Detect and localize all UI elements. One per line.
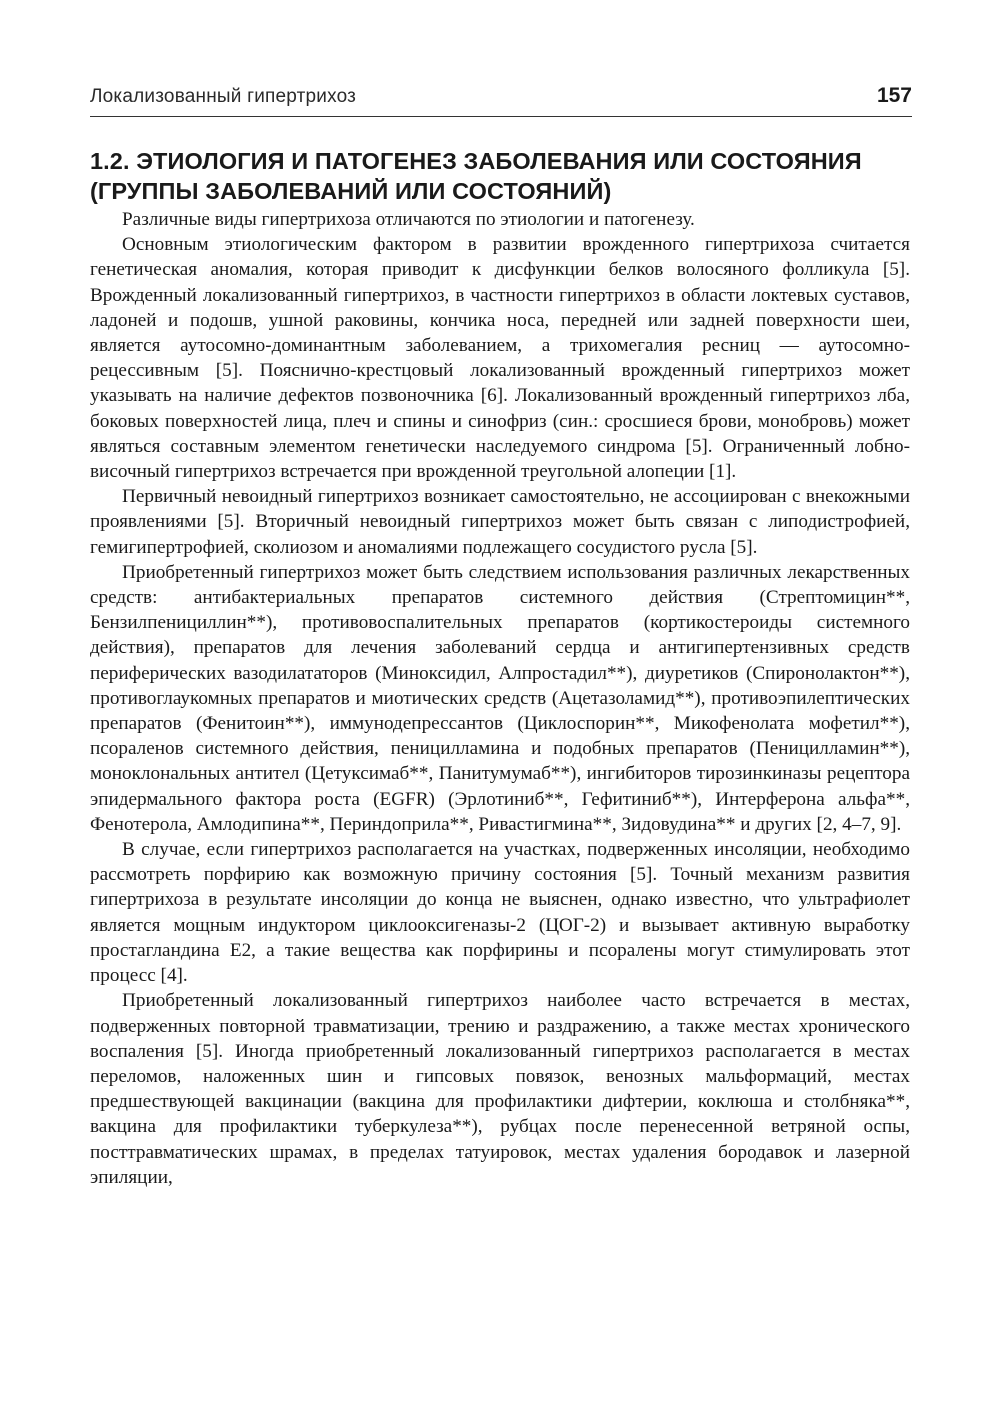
paragraph: Приобретенный локализованный гипертрихоз наиболее часто встречается в местах, подверженных повторной травматизации, трению и раздражению, а также местах хронического воспаления [5]. Иногда приобретенный локализованный гипертрихоз располагается в местах переломов, наложенных шин и гипсовых повязок, венозных мальформаций, местах предшествующей вакцинации (вакцина для профилактики дифтерии, коклюша и столбняка**, вакцина для профилактики туберкулеза**), рубцах после перенесенной ветряной оспы, посттравматических шрамах, в пределах татуировок, местах удаления бородавок и лазерной эпиляции, [90,990,910,1188]
page-number: 157 [876,84,912,107]
body-text [90,207,910,1190]
paragraph: Основным этиологическим фактором в развитии врожденного гипертрихоза считается генетическая аномалия, которая приводит к дисфункции белков волосяного фолликула [5]. Врожденный локализованный гипертрихоз, в частности гипертрихоз в области локтевых суставов, ладоней и подошв, ушной раковины, кончика носа, передней или задней поверхности шеи, является аутосомно-доминантным заболеванием, а трихомегалия ресниц — аутосомно-рецессивным [5]. Пояснично-крестцовый локализованный врожденный гипертрихоз может указывать на наличие дефектов позвоночника [6]. Локализованный врожденный гипертрихоз лба, боковых поверхностей лица, плеч и спины и синофриз (син.: сросшиеся брови, монобровь) может являться составным элементом генетически наследуемого синдрома [5]. Ограниченный лобно-височный гипертрихоз встречается при врожденной треугольной алопеции [1]. [90,234,910,483]
paragraph: Первичный невоидный гипертрихоз возникает самостоятельно, не ассоциирован с внекожными проявлениями [5]. Вторичный невоидный гипертрихоз может быть связан с липодистрофией, гемигипертрофией, сколиозом и аномалиями подлежащего сосудистого русла [5]. [90,486,910,558]
running-title: Локализованный гипертрихоз [90,86,357,107]
running-header [90,82,912,117]
section-heading: 1.2. ЭТИОЛОГИЯ И ПАТОГЕНЕЗ ЗАБОЛЕВАНИЯ ИЛИ СОСТОЯНИЯ (ГРУППЫ ЗАБОЛЕВАНИЙ ИЛИ СОСТОЯНИЙ) [90,148,862,204]
paragraph: Приобретенный гипертрихоз может быть следствием использования различных лекарственных средств: антибактериальных препаратов системного действия (Стрептомицин**, Бензилпенициллин**), противовоспалительных препаратов (кортикостероиды системного действия), препаратов для лечения заболеваний сердца и антигипертензивных средств периферических вазодилататоров (Миноксидил, Алпростадил**), диуретиков (Спиронолактон**), противоглаукомных препаратов и миотических средств (Ацетазоламид**), противоэпилептических препаратов (Фенитоин**), иммунодепрессантов (Циклоспорин**, Микофенолата мофетил**), псораленов системного действия, пеницилламина и подобных препаратов (Пеницилламин**), моноклональных антител (Цетуксимаб**, Панитумумаб**), ингибиторов тирозинкиназы рецептора эпидермального фактора роста (EGFR) (Эрлотиниб**, Гефитиниб**), Интерферона альфа**, Фенотерола, Амлодипина**, Периндоприла**, Ривастигмина**, Зидовудина** и других [2, 4–7, 9]. [90,561,910,835]
paragraph: В случае, если гипертрихоз располагается на участках, подверженных инсоляции, необходимо рассмотреть порфирию как возможную причину состояния [5]. Точный механизм развития гипертрихоза в результате инсоляции до конца не выяснен, однако известно, что ультрафиолет является мощным индуктором циклооксигеназы-2 (ЦОГ-2) и вызывает активную выработку простагландина Е2, а такие вещества как порфирины и псоралены могут стимулировать этот процесс [4]. [90,839,910,987]
paragraph: Различные виды гипертрихоза отличаются по этиологии и патогенезу. [122,209,695,230]
